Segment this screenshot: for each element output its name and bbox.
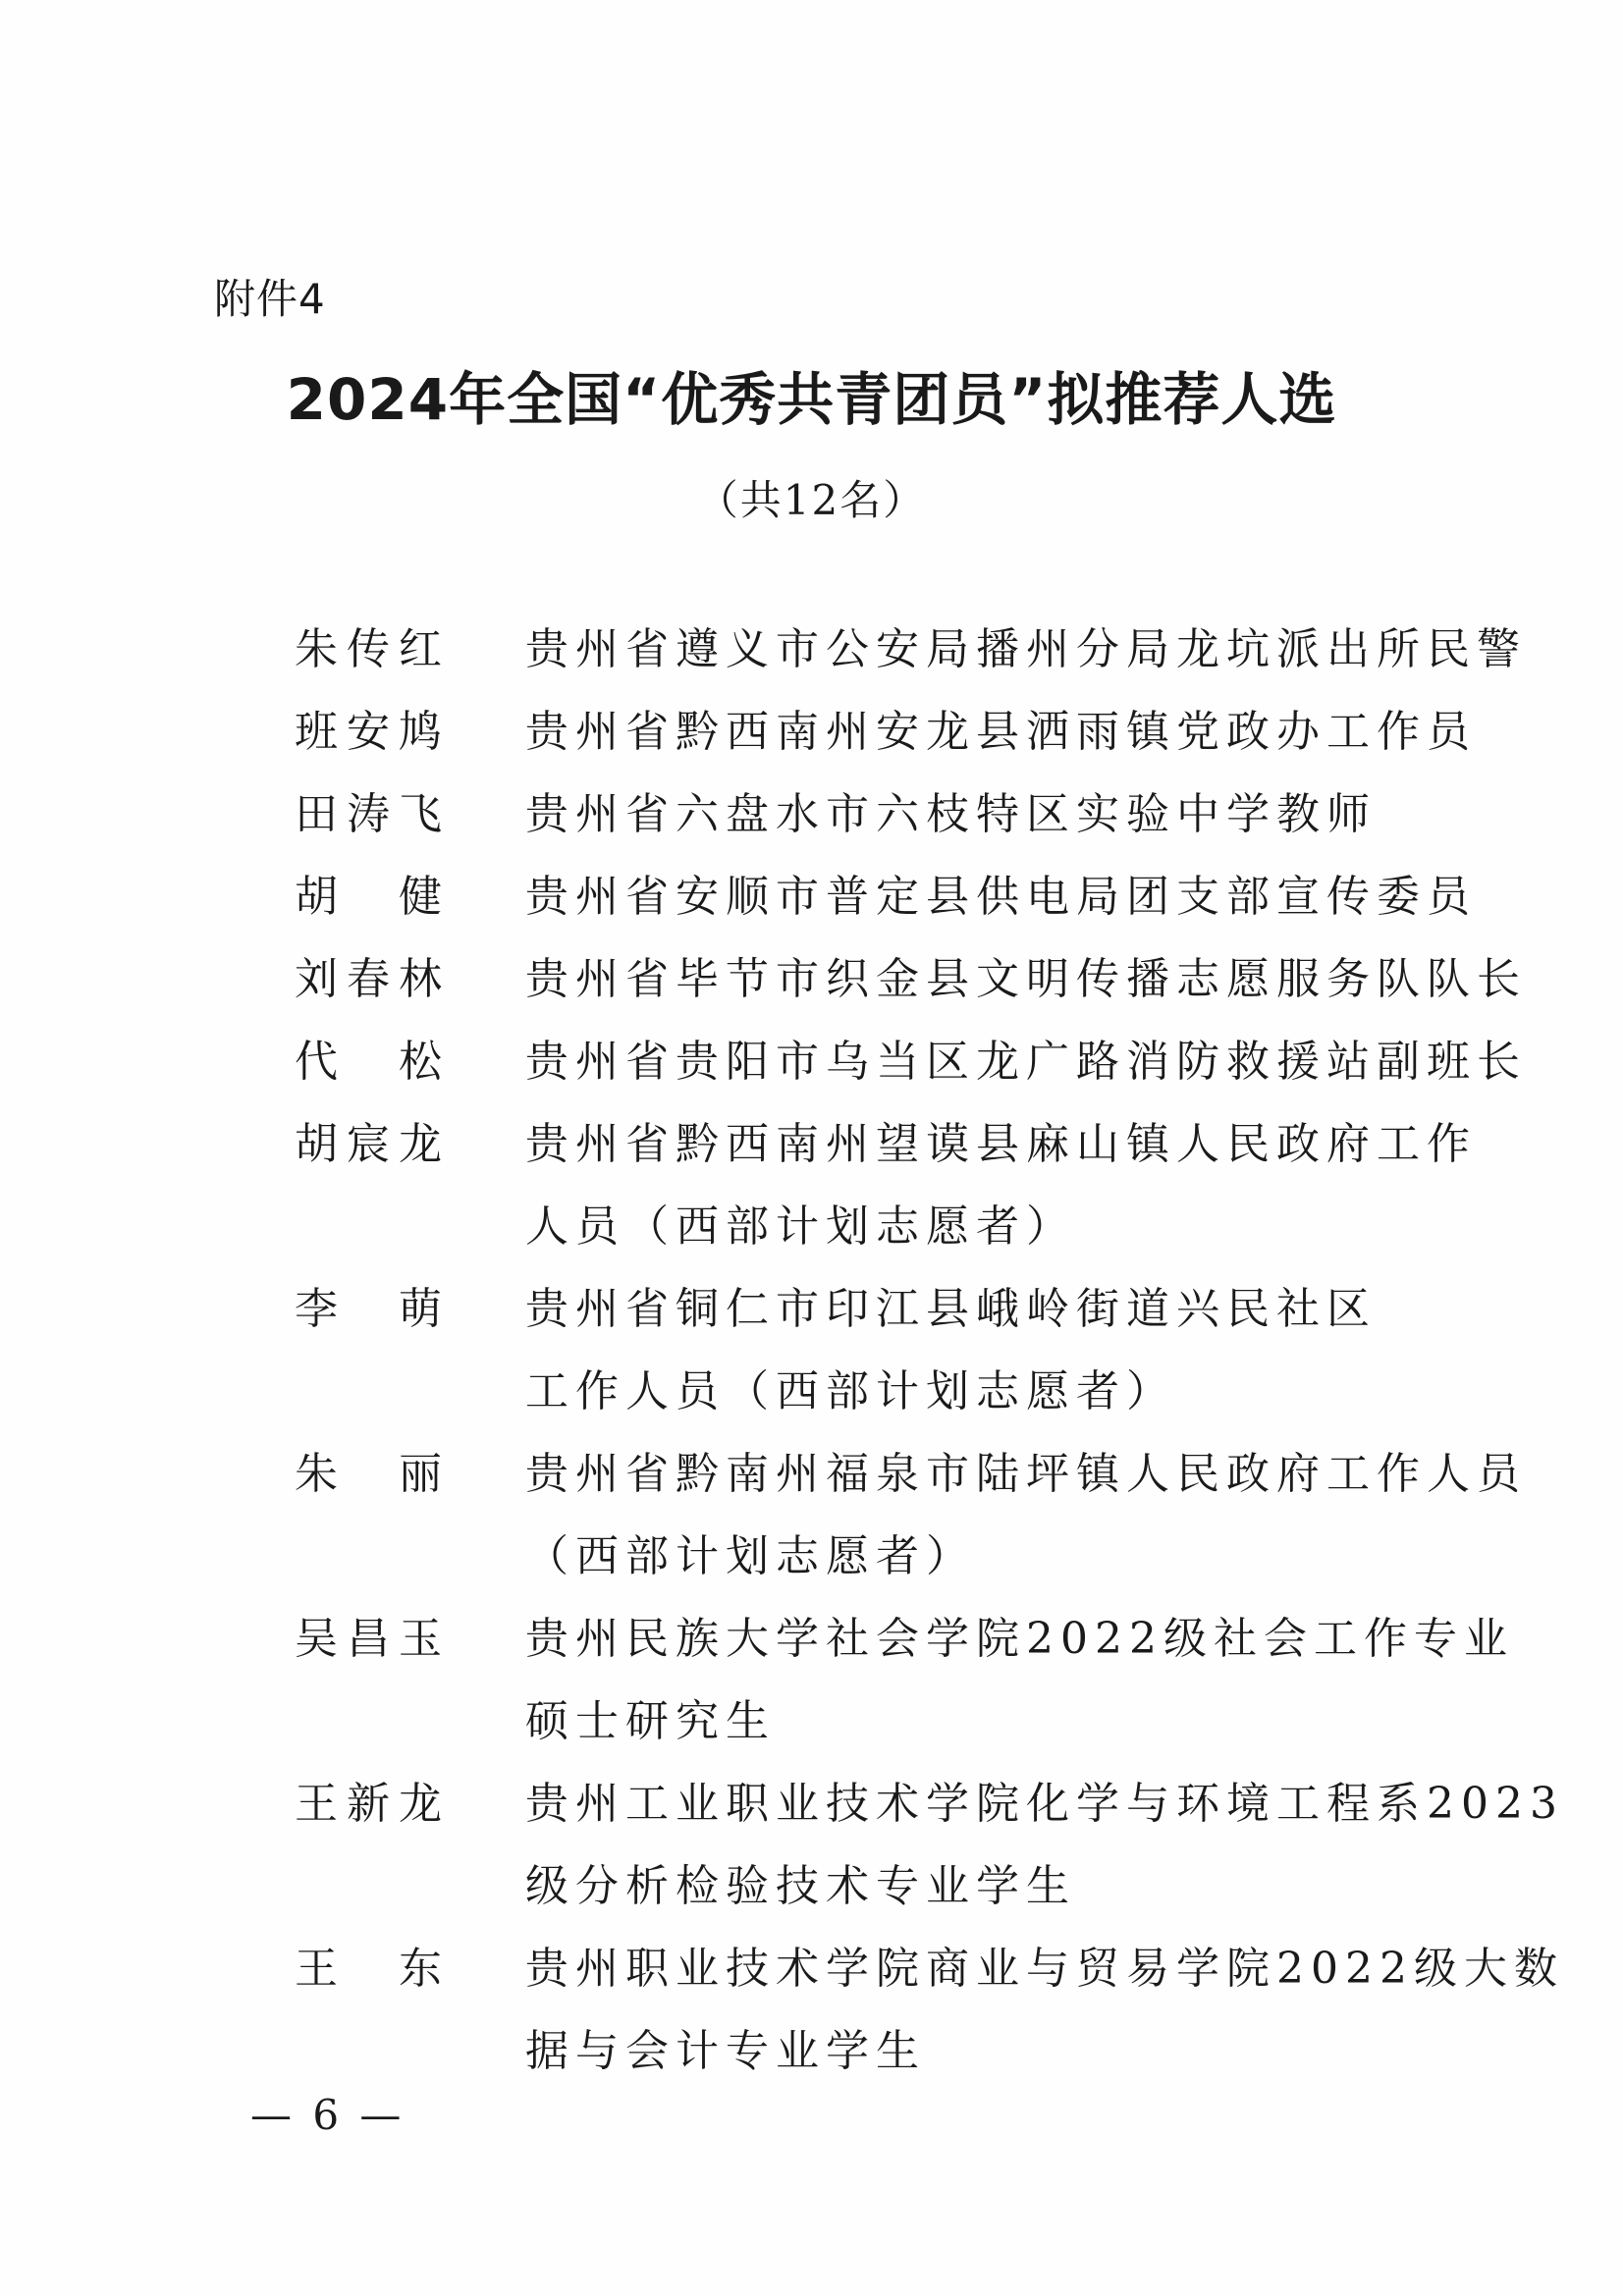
- candidate-entry: [0, 1598, 1623, 1763]
- candidate-description: [525, 1433, 1527, 1598]
- document-title: 2024年全国“优秀共青团员”拟推荐人选: [286, 366, 1337, 433]
- candidate-description-line: 贵州省贵阳市乌当区龙广路消防救援站副班长: [525, 1037, 1527, 1087]
- candidate-entry: [0, 609, 1623, 691]
- candidate-description-line: 贵州省安顺市普定县供电局团支部宣传委员: [525, 872, 1477, 922]
- candidate-description-line: 贵州省黔南州福泉市陆坪镇人民政府工作人员: [525, 1449, 1527, 1499]
- candidate-description-line: 贵州工业职业技术学院化学与环境工程系2023: [525, 1779, 1564, 1829]
- candidate-list: [0, 609, 1623, 2093]
- candidate-description: [525, 1021, 1527, 1103]
- candidate-name: 王东: [295, 1944, 442, 1994]
- candidate-description-line: 贵州省铜仁市印江县峨岭街道兴民社区: [525, 1284, 1377, 1334]
- page-number: — 6 —: [250, 2091, 406, 2139]
- document-subtitle: （共12名）: [696, 476, 927, 524]
- candidate-description-line: 工作人员（西部计划志愿者）: [525, 1366, 1176, 1416]
- candidate-description-line: 贵州省六盘水市六枝特区实验中学教师: [525, 789, 1377, 839]
- candidate-description-line: 硕士研究生: [525, 1696, 776, 1746]
- candidate-name: 胡健: [295, 872, 442, 922]
- candidate-description-line: 贵州职业技术学院商业与贸易学院2022级大数: [525, 1944, 1564, 1994]
- candidate-name: 胡宸龙: [295, 1119, 442, 1169]
- candidate-description-line: 据与会计专业学生: [525, 2026, 926, 2076]
- candidate-name: 王新龙: [295, 1779, 442, 1829]
- candidate-description-line: 贵州省黔西南州安龙县洒雨镇党政办工作员: [525, 707, 1477, 757]
- candidate-entry: [0, 856, 1623, 938]
- candidate-name: 代松: [295, 1037, 442, 1087]
- candidate-description-line: 贵州省遵义市公安局播州分局龙坑派出所民警: [525, 624, 1527, 674]
- candidate-entry: [0, 1021, 1623, 1103]
- candidate-name: 李萌: [295, 1284, 442, 1334]
- candidate-description: [525, 774, 1468, 856]
- candidate-description: [525, 609, 1527, 691]
- candidate-entry: [0, 774, 1623, 856]
- candidate-description-line: （西部计划志愿者）: [525, 1531, 976, 1581]
- candidate-entry: [0, 1433, 1623, 1598]
- candidate-entry: [0, 938, 1623, 1021]
- candidate-name: 田涛飞: [295, 789, 442, 839]
- candidate-description: [525, 1763, 1564, 1928]
- candidate-name: 吴昌玉: [295, 1614, 442, 1664]
- candidate-entry: [0, 691, 1623, 774]
- candidate-description: [525, 856, 1477, 938]
- candidate-description-line: 贵州民族大学社会学院2022级社会工作专业: [525, 1614, 1514, 1664]
- candidate-entry: [0, 1268, 1623, 1433]
- candidate-description: [525, 1103, 1477, 1268]
- candidate-name: 朱丽: [295, 1449, 442, 1499]
- candidate-entry: [0, 1928, 1623, 2093]
- candidate-description-line: 贵州省黔西南州望谟县麻山镇人民政府工作: [525, 1119, 1477, 1169]
- candidate-description-line: 级分析检验技术专业学生: [525, 1861, 1076, 1911]
- candidate-description-line: 贵州省毕节市织金县文明传播志愿服务队队长: [525, 954, 1527, 1004]
- candidate-entry: [0, 1763, 1623, 1928]
- candidate-name: 班安鸠: [295, 707, 442, 757]
- candidate-description: [525, 1598, 1514, 1763]
- candidate-description: [525, 1928, 1564, 2093]
- candidate-entry: [0, 1103, 1623, 1268]
- candidate-name: 朱传红: [295, 624, 442, 674]
- candidate-name: 刘春林: [295, 954, 442, 1004]
- attachment-label: 附件4: [214, 275, 326, 323]
- candidate-description: [525, 938, 1527, 1021]
- candidate-description-line: 人员（西部计划志愿者）: [525, 1201, 1076, 1252]
- candidate-description: [525, 1268, 1468, 1433]
- candidate-description: [525, 691, 1477, 774]
